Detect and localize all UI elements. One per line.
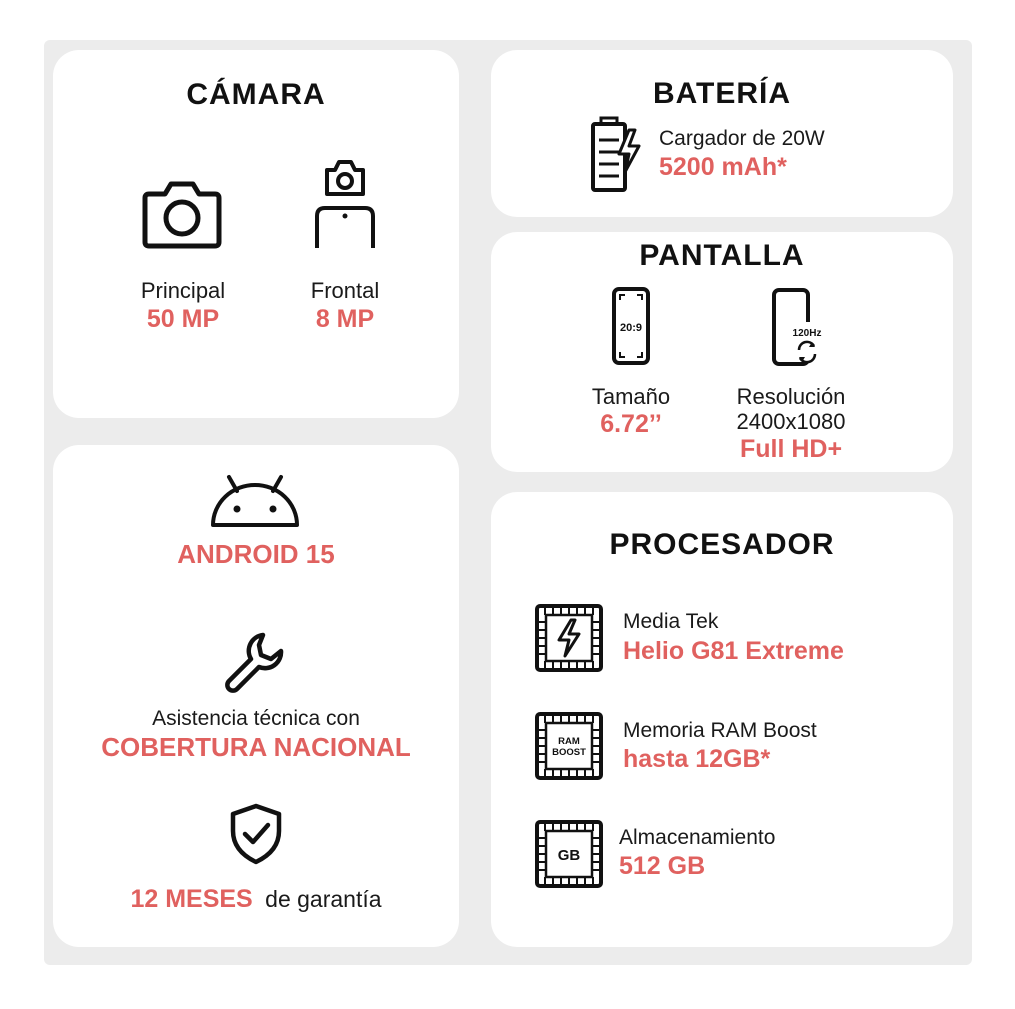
- screen-resolution-label: Resolución: [736, 384, 846, 409]
- wrench-icon: [223, 629, 287, 693]
- support-label: Asistencia técnica con: [152, 707, 360, 730]
- processor-brand-label: Media Tek: [623, 610, 719, 633]
- support-value: COBERTURA NACIONAL: [101, 732, 411, 762]
- screen-resolution-sub: 2400x1080: [736, 409, 846, 434]
- processor-title: PROCESADOR: [609, 528, 835, 561]
- camera-frontal-label: Frontal: [310, 278, 380, 303]
- storage-label: Almacenamiento: [619, 826, 776, 849]
- warranty-label: de garantía: [265, 886, 382, 912]
- battery-charging-icon: [589, 116, 643, 194]
- svg-text:RAM: RAM: [558, 736, 580, 747]
- camera-card: [53, 50, 459, 418]
- warranty-value: 12 MESES: [130, 885, 253, 913]
- shield-check-icon: [229, 803, 283, 865]
- android-icon: [209, 473, 301, 529]
- battery-charger-label: Cargador de 20W: [659, 127, 825, 150]
- svg-text:120Hz: 120Hz: [792, 328, 822, 339]
- screen-size-label: Tamaño: [591, 384, 671, 409]
- ram-value: hasta 12GB*: [623, 745, 771, 773]
- android-version: ANDROID 15: [177, 539, 335, 569]
- processor-card: [491, 492, 953, 947]
- svg-text:GB: GB: [557, 847, 581, 864]
- camera-icon: [141, 178, 223, 250]
- storage-value: 512 GB: [619, 852, 706, 880]
- chip-ram-icon: [533, 710, 605, 782]
- system-card: [53, 445, 459, 947]
- camera-principal-label: Principal: [140, 278, 226, 303]
- warranty-line: [53, 885, 459, 914]
- battery-card: [491, 50, 953, 217]
- battery-title: BATERÍA: [652, 77, 792, 110]
- screen-resolution-value: Full HD+: [739, 435, 843, 463]
- battery-capacity-value: 5200 mAh*: [659, 153, 787, 181]
- camera-frontal-value: 8 MP: [315, 305, 375, 333]
- svg-text:BOOST: BOOST: [552, 747, 586, 758]
- chip-lightning-icon: [533, 602, 605, 674]
- selfie-camera-icon: [311, 158, 379, 250]
- screen-size-value: 6.72’’: [600, 410, 662, 438]
- chip-storage-icon: [533, 818, 605, 890]
- camera-title: CÁMARA: [186, 78, 326, 111]
- processor-model-value: Helio G81 Extreme: [623, 637, 844, 665]
- camera-principal-value: 50 MP: [146, 305, 220, 333]
- svg-text:20:9: 20:9: [619, 322, 643, 334]
- screen-title: PANTALLA: [639, 239, 805, 272]
- phone-refresh-icon: [771, 288, 831, 368]
- screen-card: [491, 232, 953, 472]
- ram-label: Memoria RAM Boost: [623, 719, 817, 742]
- phone-ratio-icon: [611, 286, 651, 366]
